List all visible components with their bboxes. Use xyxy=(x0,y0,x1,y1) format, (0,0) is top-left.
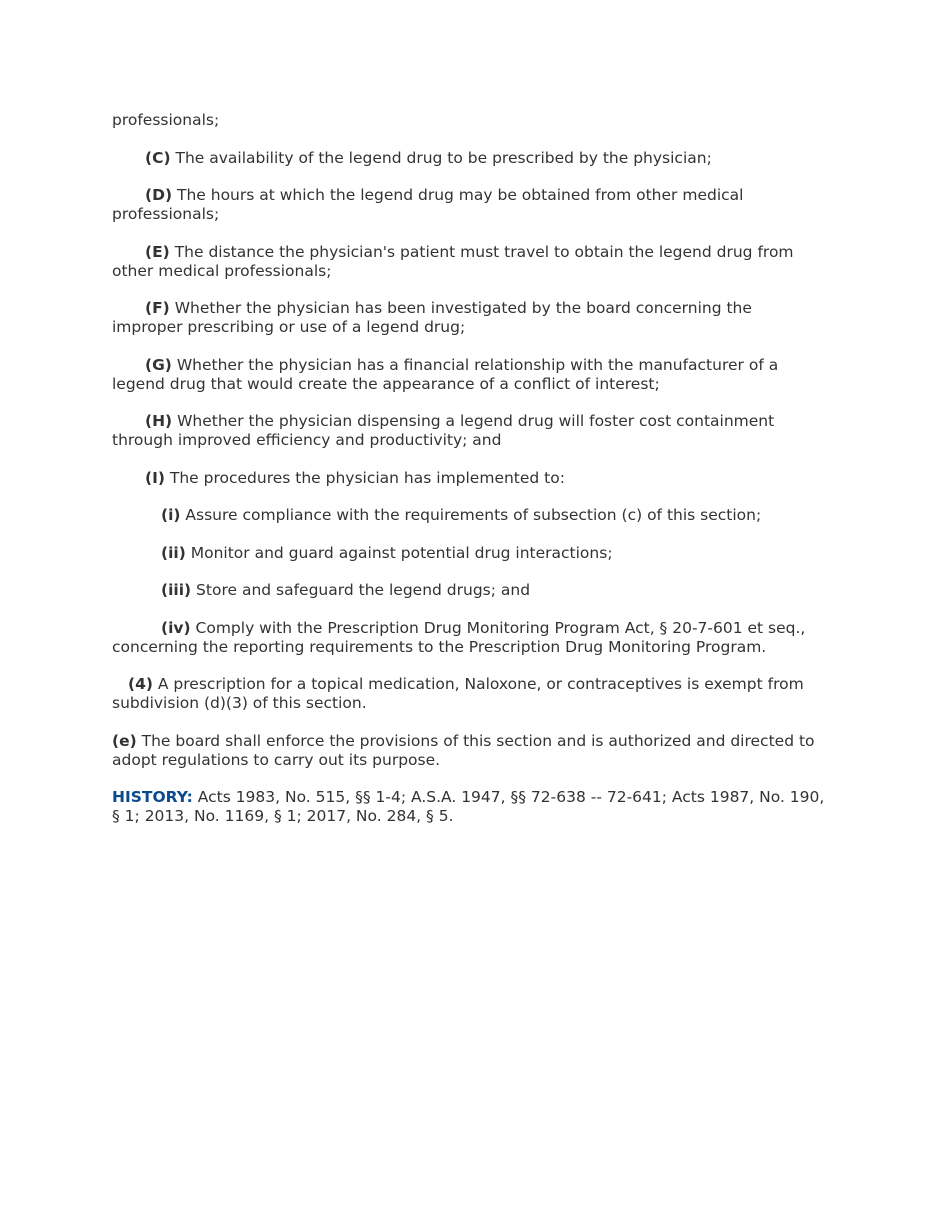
subitem-ii xyxy=(112,544,827,563)
subitem-i xyxy=(112,506,827,525)
item-g xyxy=(112,356,827,394)
item-c xyxy=(112,149,827,168)
item-label: (H) xyxy=(145,412,173,430)
item-text: A prescription for a topical medication, Naloxone, or contraceptives is exempt from subdivision (d)(3) of this section. xyxy=(112,675,804,712)
item-text: The procedures the physician has implemented to: xyxy=(169,468,565,487)
subitem-text: Assure compliance with the requirements of subsection (c) of this section; xyxy=(185,506,762,524)
subitem-iv xyxy=(112,619,827,657)
item-text: Whether the physician has a financial relationship with the manufacturer of a legend drug that would create the appearance of a conflict of interest; xyxy=(112,355,779,393)
item-label: (4) xyxy=(128,675,153,693)
continuation-text: professionals; xyxy=(112,111,220,129)
section-text: The board shall enforce the provisions of this section and is authorized and directed to adopt regulations to carry out its purpose. xyxy=(112,731,815,769)
history-label: HISTORY: xyxy=(112,788,193,806)
section-label: (e) xyxy=(112,731,137,750)
history-text: Acts 1983, No. 515, §§ 1-4; A.S.A. 1947, §§ 72-638 -- 72-641; Acts 1987, No. 190, § 1; 2013, No. 1169, § 1; 2017, No. 284, § 5. xyxy=(112,788,825,825)
document-body xyxy=(112,111,827,845)
subitem-text: Monitor and guard against potential drug interactions; xyxy=(190,543,613,562)
item-label: (E) xyxy=(145,242,170,261)
subitem-label: (iv) xyxy=(161,618,191,637)
section-e xyxy=(112,732,827,770)
item-text: Whether the physician has been investigated by the board concerning the improper prescribing or use of a legend drug; xyxy=(112,299,752,336)
subitem-label: (i) xyxy=(161,506,181,524)
subitem-label: (ii) xyxy=(161,543,186,562)
item-label: (D) xyxy=(145,186,173,204)
item-label: (I) xyxy=(145,468,165,487)
history-note xyxy=(112,788,827,826)
item-text: The hours at which the legend drug may be obtained from other medical professionals; xyxy=(112,186,744,223)
item-h xyxy=(112,412,827,450)
item-f xyxy=(112,299,827,337)
item-label: (G) xyxy=(145,355,172,374)
item-text: The availability of the legend drug to be prescribed by the physician; xyxy=(175,148,712,167)
item-label: (C) xyxy=(145,148,171,167)
item-e-sub xyxy=(112,243,827,281)
item-4 xyxy=(112,675,827,713)
subitem-text: Comply with the Prescription Drug Monitoring Program Act, § 20-7-601 et seq., concerning the reporting requirements to the Prescription Drug Monitoring Program. xyxy=(112,618,806,656)
item-d xyxy=(112,186,827,224)
item-label: (F) xyxy=(145,299,170,317)
item-text: Whether the physician dispensing a legend drug will foster cost containment through improved efficiency and productivity; and xyxy=(112,412,775,449)
item-text: The distance the physician's patient must travel to obtain the legend drug from other medical professionals; xyxy=(112,242,794,280)
subitem-label: (iii) xyxy=(161,581,192,599)
subitem-iii xyxy=(112,581,827,600)
subitem-text: Store and safeguard the legend drugs; and xyxy=(196,581,531,599)
item-i xyxy=(112,469,827,488)
